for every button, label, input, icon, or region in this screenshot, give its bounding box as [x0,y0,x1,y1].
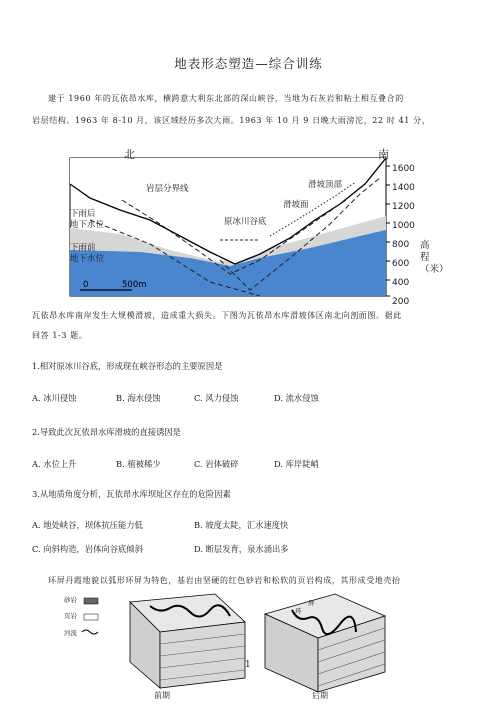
page-number: 1 [245,660,251,670]
before-rain-label [70,243,104,265]
elevation-axis [386,166,390,296]
slide-surface-label: 滑坡面 [283,200,309,210]
question-3-option-c: C. 向斜构造，岩体向谷底倾斜 [32,544,143,554]
passage-2-line-1: 环屏丹霞地貌以弧形环屏为特色，基岩由坚硬的红色砂岩和松软的页岩构成，其形成受地壳抬 [48,576,401,585]
question-3-option-b: B. 坡度太陡，汇水速度快 [194,520,289,530]
question-3-option-d: D. 断层发育，泉水涌出多 [194,544,289,554]
question-1-stem: 1.相对原冰川谷底，形成现在峡谷形态的主要原因是 [32,361,223,371]
legend-river-swatch [82,630,98,634]
scale-zero-label: 0 [83,280,89,290]
intro-line-2: 岩层结构。1963 年 8-10 月，该区域经历多次大雨。1963 年 10 月 9 日晚大雨滂沱，22 时 41 分， [32,116,431,125]
question-2-option-a: A. 水位上升 [32,459,77,469]
tick-1200: 1200 [392,202,415,212]
glacial-valley-label: 原冰川谷底 [224,217,267,227]
late-period-label: 后期 [312,691,328,700]
intro-line-3: 瓦依昂水库南岸发生大规模滑坡，造成重大损失。下图为瓦依昂水库滑坡体区南北向剖面图。据此 [32,311,402,320]
elevation-axis-label: 高程（米） [420,240,449,275]
before-rain-label-line1: 下雨前 [70,243,96,253]
legend-shale-label: 页岩 [64,612,77,620]
question-1-option-b: B. 海水侵蚀 [116,393,161,403]
question-3-stem: 3.从地质角度分析，瓦依昂水库坝址区存在的危险因素 [32,489,231,499]
legend-shale-swatch [84,614,98,620]
elevation-tick-labels [392,160,415,312]
early-block-diagram [130,594,245,688]
legend-sandstone-label: 砂岩 [64,596,77,604]
question-2-option-c: C. 岩体破碎 [194,459,239,469]
tick-1000: 1000 [392,221,415,231]
legend-sandstone-swatch [84,598,98,604]
north-label: 北 [124,148,135,161]
question-1-option-a: A. 冰川侵蚀 [32,393,77,403]
south-label: 南 [378,148,389,161]
after-rain-label-line2: 地下水位 [70,220,105,230]
tick-1600: 1600 [392,164,415,174]
intro-line-4: 回答 1-3 题。 [32,331,88,340]
tick-200: 200 [392,297,410,307]
danxia-block-diagram-figure [60,592,400,700]
question-2-option-b: B. 植被稀少 [116,459,161,469]
slide-top-label: 滑坡顶部 [308,180,343,190]
tick-800: 800 [392,240,410,250]
early-period-label: 前期 [154,691,170,700]
after-rain-label-line1: 下雨后 [70,209,96,219]
question-1-option-c: C. 风力侵蚀 [194,393,239,403]
question-2-option-d: D. 库岸陡峭 [274,459,319,469]
after-rain-label [70,209,104,231]
tick-600: 600 [392,259,410,269]
question-2-stem: 2.导致此次瓦依昂水库滑坡的直接诱因是 [32,427,181,437]
question-3-option-a: A. 地处峡谷，坝体抗压能力低 [32,520,143,530]
late-block-diagram [265,594,385,692]
page-title: 地表形态塑造—综合训练 [174,56,323,71]
ring-label: 环 [295,607,302,615]
intro-line-1: 建于 1960 年的瓦依昂水库，横跨意大利东北部的深山峡谷，当地为石灰岩和粘土相互叠合的 [48,94,404,103]
rock-boundary-label: 岩层分界线 [146,184,189,194]
before-rain-label-line2: 地下水位 [70,254,105,264]
scale-500-label: 500m [122,280,147,290]
question-1-option-d: D. 流水侵蚀 [274,393,319,403]
screen-label: 屏 [308,599,315,607]
legend-river-label: 河流 [64,629,77,637]
tick-1400: 1400 [392,183,415,193]
tick-400: 400 [392,278,410,288]
